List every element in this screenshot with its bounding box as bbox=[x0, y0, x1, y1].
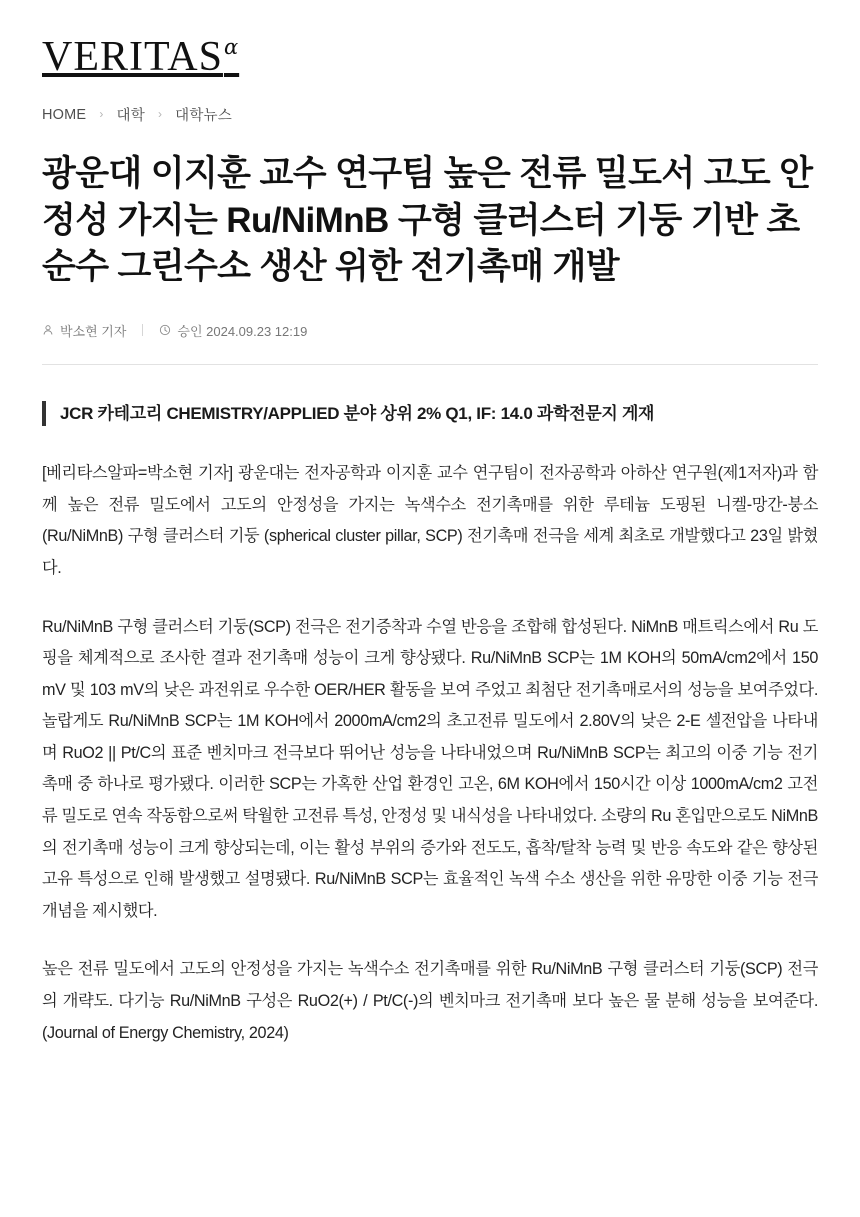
chevron-right-icon: › bbox=[99, 106, 104, 121]
article-body bbox=[42, 458, 818, 1049]
byline-author bbox=[42, 321, 126, 340]
clock-icon bbox=[159, 324, 171, 336]
byline-date bbox=[159, 321, 307, 340]
site-logo[interactable] bbox=[42, 36, 238, 78]
page-title: 광운대 이지훈 교수 연구팀 높은 전류 밀도서 고도 안정성 가지는 Ru/NiMnB 구형 클러스터 기둥 기반 초순수 그린수소 생산 위한 전기촉매 개발 bbox=[42, 154, 813, 287]
masthead bbox=[42, 0, 818, 84]
byline bbox=[42, 321, 818, 340]
person-icon bbox=[42, 324, 54, 336]
site-logo-text: VERITAS bbox=[42, 34, 223, 80]
breadcrumb bbox=[42, 104, 818, 125]
byline-divider bbox=[142, 324, 143, 336]
breadcrumb-item-home[interactable]: HOME bbox=[42, 106, 87, 123]
header-divider bbox=[42, 364, 818, 365]
site-logo-alpha: α bbox=[223, 35, 240, 59]
breadcrumb-item-university[interactable]: 대학 bbox=[116, 108, 145, 124]
breadcrumb-item-university-news[interactable]: 대학뉴스 bbox=[175, 108, 232, 124]
byline-date-text: 승인 2024.09.23 12:19 bbox=[177, 323, 308, 339]
article-paragraph: Ru/NiMnB 구형 클러스터 기둥(SCP) 전극은 전기증착과 수열 반응을 조합해 합성된다. NiMnB 매트릭스에서 Ru 도핑을 체계적으로 조사한 결과 전기촉매 성능이 크게 향상됐다. Ru/NiMnB SCP는 1M KOH의 50mA/cm2에서 150 mV 및 103 mV의 낮은 과전위로 우수한 OER/HER 활동을 보여 주었고 최첨단 전기촉매로서의 성능을 보여주었다. 놀랍게도 Ru/NiMnB SCP는 1M KOH에서 2000mA/cm2의 초고전류 밀도에서 2.80V의 낮은 2-E 셀전압을 나타내며 RuO2 || Pt/C의 표준 벤치마크 전극보다 뛰어난 성능을 나타내었으며 Ru/NiMnB SCP는 최고의 이중 기능 전기촉매 중 하나로 평가됐다. 이러한 SCP는 가혹한 산업 환경인 고온, 6M KOH에서 150시간 이상 1000mA/cm2 고전류 밀도로 연속 작동함으로써 탁월한 고전류 특성, 안정성 및 내식성을 나타내었다. 소량의 Ru 혼입만으로도 NiMnB의 전기촉매 성능이 크게 향상되는데, 이는 활성 부위의 증가와 전도도, 흡착/탈착 능력 및 반응 속도와 같은 향상된 고유 특성으로 인해 발생했고 설명됐다. Ru/NiMnB SCP는 효율적인 녹색 수소 생산을 위한 유망한 이중 기능 전극 개념을 제시했다. bbox=[42, 617, 818, 920]
chevron-right-icon: › bbox=[157, 106, 163, 121]
byline-author-name: 박소현 기자 bbox=[60, 323, 127, 339]
article-paragraph: 높은 전류 밀도에서 고도의 안정성을 가지는 녹색수소 전기촉매를 위한 Ru/NiMnB 구형 클러스터 기둥(SCP) 전극의 개략도. 다기능 Ru/NiMnB 구성은 RuO2(+) / Pt/C(-)의 벤치마크 전기촉매 보다 높은 물 분해 성능을 보여준다. (Journal of Energy Chemistry, 2024) bbox=[42, 960, 818, 1042]
article-subhead: JCR 카테고리 CHEMISTRY/APPLIED 분야 상위 2% Q1, IF: 14.0 과학전문지 게재 bbox=[42, 401, 818, 427]
article-paragraph: [베리타스알파=박소현 기자] 광운대는 전자공학과 이지훈 교수 연구팀이 전자공학과 아하산 연구원(제1저자)과 함께 높은 전류 밀도에서 고도의 안정성을 가지는 녹색수소 전기촉매를 위한 루테늄 도핑된 니켈-망간-붕소 (Ru/NiMnB) 구형 클러스터 기둥 (spherical cluster pillar, SCP) 전기촉매 전극을 세계 최초로 개발했다고 23일 밝혔다. bbox=[42, 464, 818, 577]
